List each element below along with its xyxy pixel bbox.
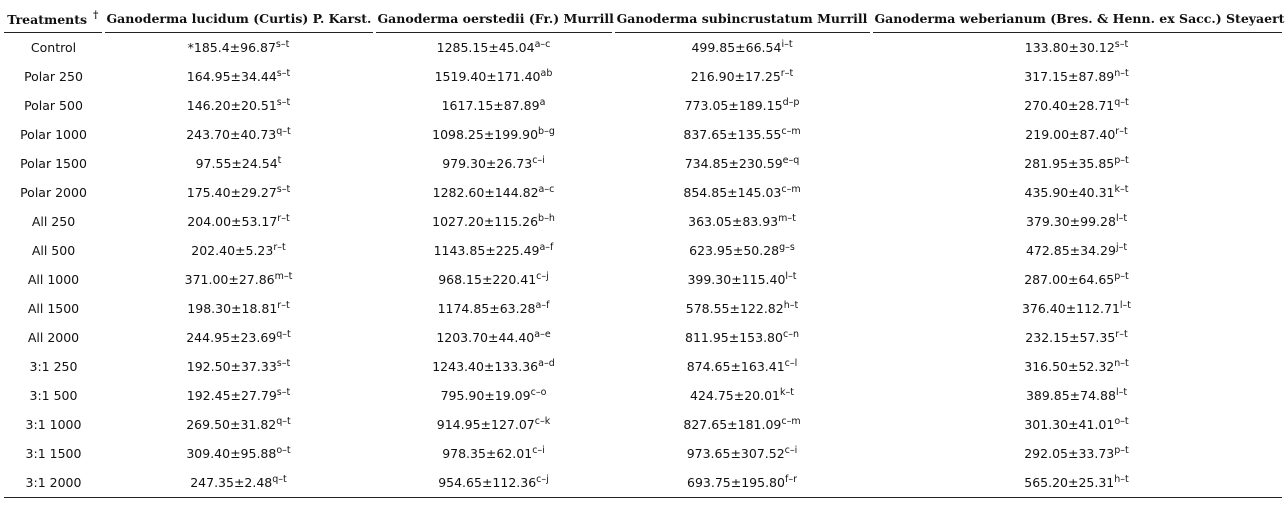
value-cell-species-2 [374,33,613,63]
value-cell-species-4 [871,236,1282,265]
significance-letters: s–t [276,97,291,108]
header-species-1: Ganoderma lucidum (Curtis) P. Karst. [103,5,374,33]
significance-letters: i–t [781,39,793,50]
treatment-cell: All 250 [31,214,76,229]
significance-letters: o–t [276,445,291,456]
mean-sd-value: 97.55±24.54 [195,156,278,171]
value-cell-species-3 [613,149,871,178]
significance-letters: o–t [1114,416,1129,427]
value-cell-species-4 [871,468,1282,498]
significance-letters: c–o [530,387,547,398]
value-cell-species-2 [374,178,613,207]
significance-letters: t [277,155,282,166]
mean-sd-value: 198.30±18.81 [187,301,278,316]
table-row [4,323,1282,352]
value-cell-species-1 [103,236,374,265]
value-cell-species-2 [374,323,613,352]
significance-letters: b–g [538,126,555,137]
value-cell-species-3 [613,468,871,498]
mean-sd-value: 244.95±23.69 [186,330,277,345]
significance-letters: q–t [1114,97,1129,108]
significance-letters: p–t [1114,271,1129,282]
mean-sd-value: 623.95±50.28 [689,243,780,258]
treatment-cell: Polar 1500 [20,156,87,171]
table-row [4,91,1282,120]
treatment-cell: Polar 250 [24,69,83,84]
significance-letters: s–t [276,387,291,398]
table-body [4,33,1282,498]
value-cell-species-3 [613,439,871,468]
mean-sd-value: 1143.85±225.49 [433,243,540,258]
value-cell-species-1 [103,468,374,498]
treatment-cell: 3:1 1500 [25,446,82,461]
mean-sd-value: 973.65±307.52 [686,446,785,461]
table-row [4,468,1282,498]
significance-letters: l–t [1119,300,1132,311]
mean-sd-value: 693.75±195.80 [687,475,785,490]
mean-sd-value: 216.90±17.25 [690,69,781,84]
header-species-4: Ganoderma weberianum (Bres. & Henn. ex Sacc.) Steyaert [871,5,1282,33]
significance-letters: n–t [1114,358,1129,369]
mean-sd-value: 371.00±27.86 [184,272,275,287]
significance-letters: c–n [782,329,799,340]
significance-letters: p–t [1114,445,1129,456]
mean-sd-value: 316.50±52.32 [1024,359,1115,374]
significance-letters: e–q [782,155,800,166]
significance-letters: r–t [277,213,290,224]
value-cell-species-2 [374,439,613,468]
value-cell-species-3 [613,352,871,381]
mean-sd-value: 968.15±220.41 [438,272,537,287]
mean-sd-value: 1243.40±133.36 [432,359,539,374]
mean-sd-value: 1098.25±199.90 [432,127,539,142]
significance-letters: s–t [276,184,291,195]
mean-sd-value: 954.65±112.36 [438,475,537,490]
significance-letters: q–t [276,126,291,137]
value-cell-species-2 [374,207,613,236]
table-header-row [4,5,1282,33]
significance-letters: c–i [784,445,798,456]
significance-letters: l–t [1115,213,1128,224]
value-cell-species-4 [871,91,1282,120]
mean-sd-value: 1027.20±115.26 [432,214,539,229]
mean-sd-value: 874.65±163.41 [686,359,785,374]
value-cell-species-1 [103,352,374,381]
significance-letters: s–t [275,39,290,50]
significance-letters: r–t [1115,126,1128,137]
value-cell-species-2 [374,410,613,439]
value-cell-species-4 [871,410,1282,439]
value-cell-species-1 [103,178,374,207]
mean-sd-value: 363.05±83.93 [688,214,779,229]
value-cell-species-2 [374,91,613,120]
value-cell-species-1 [103,91,374,120]
mean-sd-value: 811.95±153.80 [685,330,783,345]
mean-sd-value: 472.85±34.29 [1025,243,1116,258]
mean-sd-value: 578.55±122.82 [685,301,784,316]
header-species-3: Ganoderma subincrustatum Murrill [613,5,871,33]
treatment-cell: All 1500 [27,301,80,316]
value-cell-species-4 [871,352,1282,381]
value-cell-species-3 [613,265,871,294]
mean-sd-value: 389.85±74.88 [1025,388,1116,403]
mean-sd-value: 837.65±135.55 [683,127,782,142]
mean-sd-value: 1617.15±87.89 [441,98,540,113]
mean-sd-value: 192.50±37.33 [186,359,277,374]
mean-sd-value: 379.30±99.28 [1025,214,1116,229]
value-cell-species-2 [374,236,613,265]
significance-letters: j–t [1115,242,1128,253]
treatment-cell: Polar 1000 [20,127,87,142]
significance-letters: s–t [276,358,291,369]
significance-letters: a [539,97,546,108]
significance-letters: p–t [1114,155,1129,166]
value-cell-species-2 [374,120,613,149]
treatment-cell: Polar 500 [24,98,83,113]
mean-sd-value: 204.00±53.17 [187,214,278,229]
value-cell-species-4 [871,439,1282,468]
significance-letters: a–e [534,329,551,340]
value-cell-species-4 [871,323,1282,352]
mean-sd-value: 192.45±27.79 [186,388,277,403]
significance-letters: q–t [276,416,291,427]
value-cell-species-3 [613,294,871,323]
significance-letters: c–i [532,155,545,166]
significance-letters: s–t [1114,39,1129,50]
mean-sd-value: 317.15±87.89 [1024,69,1115,84]
value-cell-species-4 [871,207,1282,236]
significance-letters: l–t [1115,387,1128,398]
mean-sd-value: 914.95±127.07 [436,417,535,432]
value-cell-species-3 [613,323,871,352]
significance-letters: m–t [778,213,796,224]
mean-sd-value: 292.05±33.73 [1024,446,1115,461]
significance-letters: ab [540,68,553,79]
mean-sd-value: 978.35±62.01 [442,446,533,461]
significance-letters: k–t [780,387,794,398]
table-row [4,149,1282,178]
header-treatments [4,5,103,33]
significance-letters: r–t [780,68,794,79]
value-cell-species-2 [374,352,613,381]
value-cell-species-4 [871,149,1282,178]
value-cell-species-3 [613,410,871,439]
results-table [4,5,1285,498]
significance-letters: c–k [534,416,551,427]
mean-sd-value: 979.30±26.73 [442,156,533,171]
value-cell-species-1 [103,294,374,323]
mean-sd-value: *185.4±96.87 [187,40,276,55]
value-cell-species-3 [613,381,871,410]
table-row [4,265,1282,294]
mean-sd-value: 133.80±30.12 [1024,40,1115,55]
value-cell-species-2 [374,294,613,323]
significance-letters: a–f [535,300,550,311]
value-cell-species-4 [871,33,1282,63]
header-treatments-label: Treatments [7,12,88,27]
table-row [4,381,1282,410]
mean-sd-value: 565.20±25.31 [1024,475,1115,490]
mean-sd-value: 795.90±19.09 [440,388,531,403]
treatment-cell: 3:1 500 [29,388,78,403]
value-cell-species-3 [613,62,871,91]
mean-sd-value: 1285.15±45.04 [436,40,535,55]
significance-letters: c–l [784,358,798,369]
value-cell-species-1 [103,265,374,294]
value-cell-species-3 [613,91,871,120]
significance-letters: r–t [1115,329,1128,340]
mean-sd-value: 243.70±40.73 [186,127,277,142]
treatment-cell: Polar 2000 [20,185,87,200]
significance-letters: d–p [782,97,800,108]
significance-letters: c–j [536,474,549,485]
mean-sd-value: 1282.60±144.82 [432,185,539,200]
header-species-2: Ganoderma oerstedii (Fr.) Murrill [374,5,613,33]
value-cell-species-3 [613,207,871,236]
mean-sd-value: 309.40±95.88 [186,446,277,461]
significance-letters: k–t [1114,184,1129,195]
mean-sd-value: 827.65±181.09 [683,417,782,432]
significance-letters: a–c [534,39,551,50]
mean-sd-value: 1174.85±63.28 [437,301,536,316]
table-row [4,33,1282,63]
significance-letters: a–f [539,242,554,253]
treatment-cell: All 500 [31,243,76,258]
significance-letters: a–c [538,184,555,195]
significance-letters: s–t [276,68,291,79]
value-cell-species-1 [103,410,374,439]
significance-letters: f–r [784,474,797,485]
value-cell-species-4 [871,62,1282,91]
mean-sd-value: 773.05±189.15 [684,98,783,113]
mean-sd-value: 146.20±20.51 [186,98,277,113]
value-cell-species-4 [871,120,1282,149]
mean-sd-value: 435.90±40.31 [1024,185,1115,200]
value-cell-species-1 [103,439,374,468]
table-row [4,207,1282,236]
table-row [4,120,1282,149]
treatment-cell: 3:1 250 [29,359,78,374]
value-cell-species-2 [374,149,613,178]
significance-letters: c–m [781,416,801,427]
mean-sd-value: 854.85±145.03 [683,185,782,200]
value-cell-species-2 [374,62,613,91]
mean-sd-value: 247.35±2.48 [190,475,273,490]
significance-letters: r–t [273,242,286,253]
significance-letters: a–d [538,358,555,369]
significance-letters: c–j [536,271,549,282]
table-row [4,178,1282,207]
mean-sd-value: 269.50±31.82 [186,417,277,432]
mean-sd-value: 219.00±87.40 [1025,127,1116,142]
significance-letters: n–t [1114,68,1129,79]
value-cell-species-1 [103,381,374,410]
value-cell-species-4 [871,265,1282,294]
mean-sd-value: 499.85±66.54 [691,40,782,55]
mean-sd-value: 376.40±112.71 [1021,301,1120,316]
mean-sd-value: 202.40±5.23 [191,243,274,258]
significance-letters: h–t [783,300,799,311]
mean-sd-value: 399.30±115.40 [687,272,786,287]
table-row [4,62,1282,91]
table-row [4,410,1282,439]
significance-letters: l–t [785,271,797,282]
value-cell-species-4 [871,178,1282,207]
value-cell-species-3 [613,236,871,265]
significance-letters: m–t [274,271,293,282]
mean-sd-value: 1519.40±171.40 [434,69,541,84]
mean-sd-value: 270.40±28.71 [1024,98,1115,113]
treatment-cell: All 1000 [27,272,80,287]
significance-letters: h–t [1114,474,1129,485]
mean-sd-value: 424.75±20.01 [690,388,780,403]
value-cell-species-3 [613,120,871,149]
mean-sd-value: 287.00±64.65 [1024,272,1115,287]
significance-letters: r–t [277,300,290,311]
treatment-cell: 3:1 2000 [4,468,103,498]
mean-sd-value: 301.30±41.01 [1024,417,1115,432]
value-cell-species-2 [374,265,613,294]
value-cell-species-1 [103,120,374,149]
value-cell-species-2 [374,381,613,410]
significance-letters: q–t [276,329,291,340]
value-cell-species-1 [103,323,374,352]
treatment-cell: All 2000 [27,330,80,345]
table-row [4,352,1282,381]
value-cell-species-1 [103,207,374,236]
value-cell-species-1 [103,62,374,91]
mean-sd-value: 734.85±230.59 [684,156,783,171]
value-cell-species-1 [103,33,374,63]
table-row [4,236,1282,265]
treatment-cell: Control [30,40,77,55]
value-cell-species-3 [613,178,871,207]
significance-letters: q–t [272,474,287,485]
significance-letters: g–s [779,242,795,253]
significance-letters: b–h [538,213,555,224]
mean-sd-value: 175.40±29.27 [186,185,277,200]
value-cell-species-2 [374,468,613,498]
dagger-footnote-mark: † [93,10,99,21]
table-row [4,439,1282,468]
treatment-cell: 3:1 1000 [25,417,82,432]
table-row [4,294,1282,323]
mean-sd-value: 281.95±35.85 [1024,156,1115,171]
significance-letters: c–m [781,126,801,137]
data-table-container [4,5,1285,498]
value-cell-species-4 [871,381,1282,410]
value-cell-species-1 [103,149,374,178]
mean-sd-value: 1203.70±44.40 [436,330,535,345]
mean-sd-value: 164.95±34.44 [186,69,277,84]
significance-letters: c–m [781,184,801,195]
value-cell-species-4 [871,294,1282,323]
significance-letters: c–i [532,445,545,456]
value-cell-species-3 [613,33,871,63]
mean-sd-value: 232.15±57.35 [1025,330,1116,345]
